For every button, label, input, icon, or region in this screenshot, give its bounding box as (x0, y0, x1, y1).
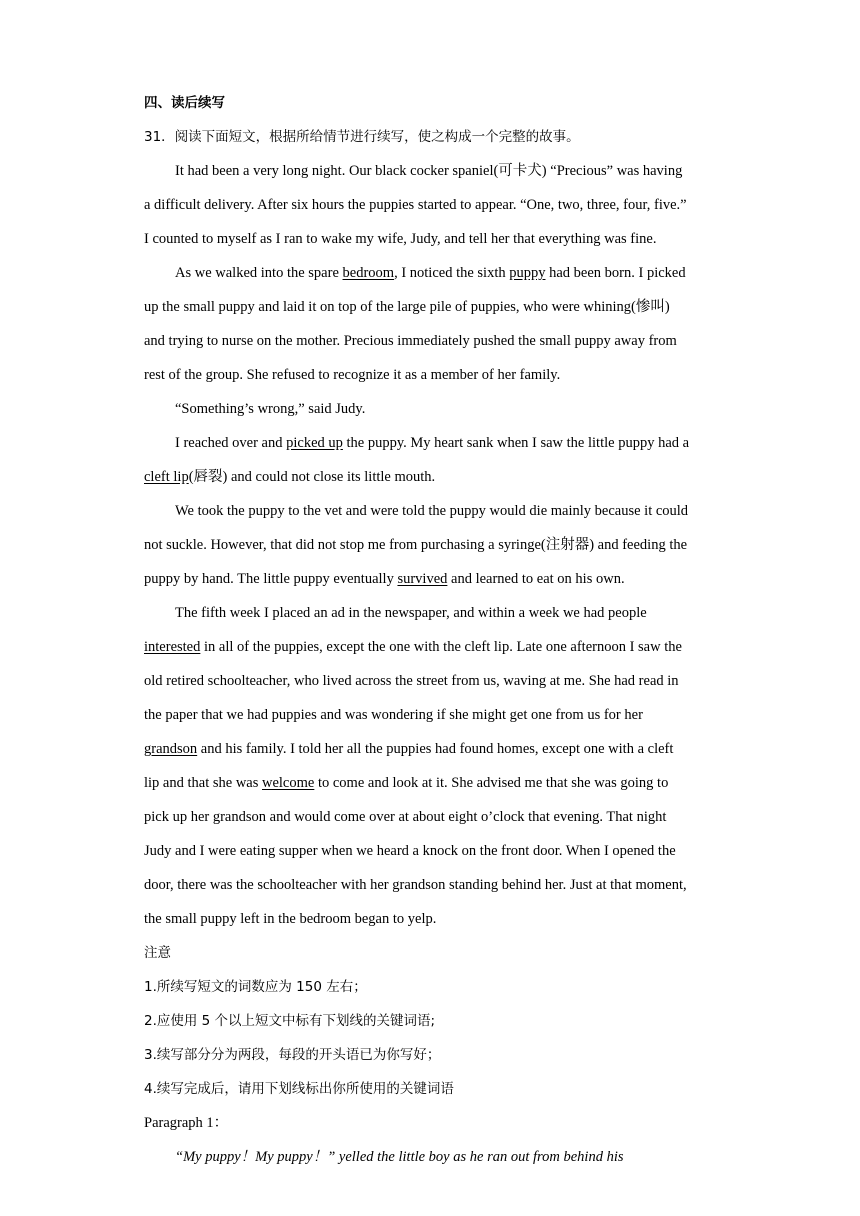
question-number: 31． (144, 129, 175, 145)
keyword-puppy: puppy (509, 265, 546, 281)
question-text: 阅读下面短文，根据所给情节进行续写，使之构成一个完整的故事。 (174, 129, 580, 145)
passage-line (144, 426, 716, 460)
text-span: and his family. I told her all the puppies had found homes, except one with a cleft (197, 741, 674, 757)
passage-line (144, 562, 716, 596)
passage-line: the paper that we had puppies and was wondering if she might get one from us for her (144, 707, 643, 723)
passage-line: pick up her grandson and would come over at about eight o’clock that evening. That night (144, 809, 667, 825)
notes-title: 注意 (144, 945, 171, 961)
passage-line: Judy and I were eating supper when we heard a knock on the front door. When I opened the (144, 843, 676, 859)
text-span: , I noticed the sixth (394, 265, 510, 281)
keyword-survived: survived (397, 571, 448, 587)
note-item: 1.所续写短文的词数应为 150 左右； (144, 979, 367, 995)
passage-line (144, 766, 716, 800)
text-span: puppy by hand. The little puppy eventually (144, 571, 398, 587)
passage-line: “Something’s wrong,” said Judy. (175, 401, 366, 417)
paragraph1-opening: “My puppy！My puppy！” yelled the little boy as he ran out from behind his (175, 1149, 624, 1165)
note-item: 3.续写部分分为两段，每段的开头语已为你写好； (144, 1047, 441, 1063)
keyword-grandson: grandson (144, 741, 198, 757)
passage-line: a difficult delivery. After six hours the puppies started to appear. “One, two, three, four, five.” (144, 197, 687, 213)
passage-line (144, 732, 716, 766)
passage-line: not suckle. However, that did not stop me from purchasing a syringe(注射器) and feeding the (144, 537, 688, 553)
passage-line (144, 460, 716, 494)
text-span: I reached over and (175, 435, 287, 451)
passage-line: and trying to nurse on the mother. Precious immediately pushed the small puppy away from (144, 333, 677, 349)
text-span: and learned to eat on his own. (447, 571, 625, 587)
note-item: 4.续写完成后，请用下划线标出你所使用的关键词语 (144, 1081, 454, 1097)
passage-line: door, there was the schoolteacher with her grandson standing behind her. Just at that moment, (144, 877, 687, 893)
passage-line (144, 630, 716, 664)
question-instruction (144, 120, 716, 154)
text-span: (唇裂) and could not close its little mouth. (188, 469, 436, 485)
keyword-welcome: welcome (262, 775, 315, 791)
keyword-cleft-lip: cleft lip (144, 469, 189, 485)
text-span: lip and that she was (144, 775, 262, 791)
text-span: had been born. I picked (545, 265, 686, 281)
keyword-bedroom: bedroom (342, 265, 395, 281)
keyword-interested: interested (144, 639, 201, 655)
document-content (144, 86, 716, 1174)
text-span: As we walked into the spare (175, 265, 343, 281)
paragraph1-label: Paragraph 1： (144, 1115, 229, 1131)
text-span: the puppy. My heart sank when I saw the little puppy had a (342, 435, 690, 451)
passage-line: It had been a very long night. Our black cocker spaniel(可卡犬) “Precious” was having (175, 163, 683, 179)
passage-line: rest of the group. She refused to recognize it as a member of her family. (144, 367, 561, 383)
passage-line: old retired schoolteacher, who lived across the street from us, waving at me. She had read in (144, 673, 679, 689)
section-title: 四、读后续写 (144, 95, 225, 111)
text-span: to come and look at it. She advised me that she was going to (314, 775, 669, 791)
passage-line: The fifth week I placed an ad in the newspaper, and within a week we had people (175, 605, 647, 621)
passage-line: up the small puppy and laid it on top of the large pile of puppies, who were whining(惨叫) (144, 299, 670, 315)
passage-line: We took the puppy to the vet and were told the puppy would die mainly because it could (175, 503, 689, 519)
passage-line (144, 256, 716, 290)
keyword-picked-up: picked up (286, 435, 343, 451)
text-span: in all of the puppies, except the one with the cleft lip. Late one afternoon I saw the (200, 639, 682, 655)
note-item: 2.应使用 5 个以上短文中标有下划线的关键词语; (144, 1013, 436, 1029)
passage-line: I counted to myself as I ran to wake my wife, Judy, and tell her that everything was fine. (144, 231, 657, 247)
passage-line: the small puppy left in the bedroom began to yelp. (144, 911, 437, 927)
